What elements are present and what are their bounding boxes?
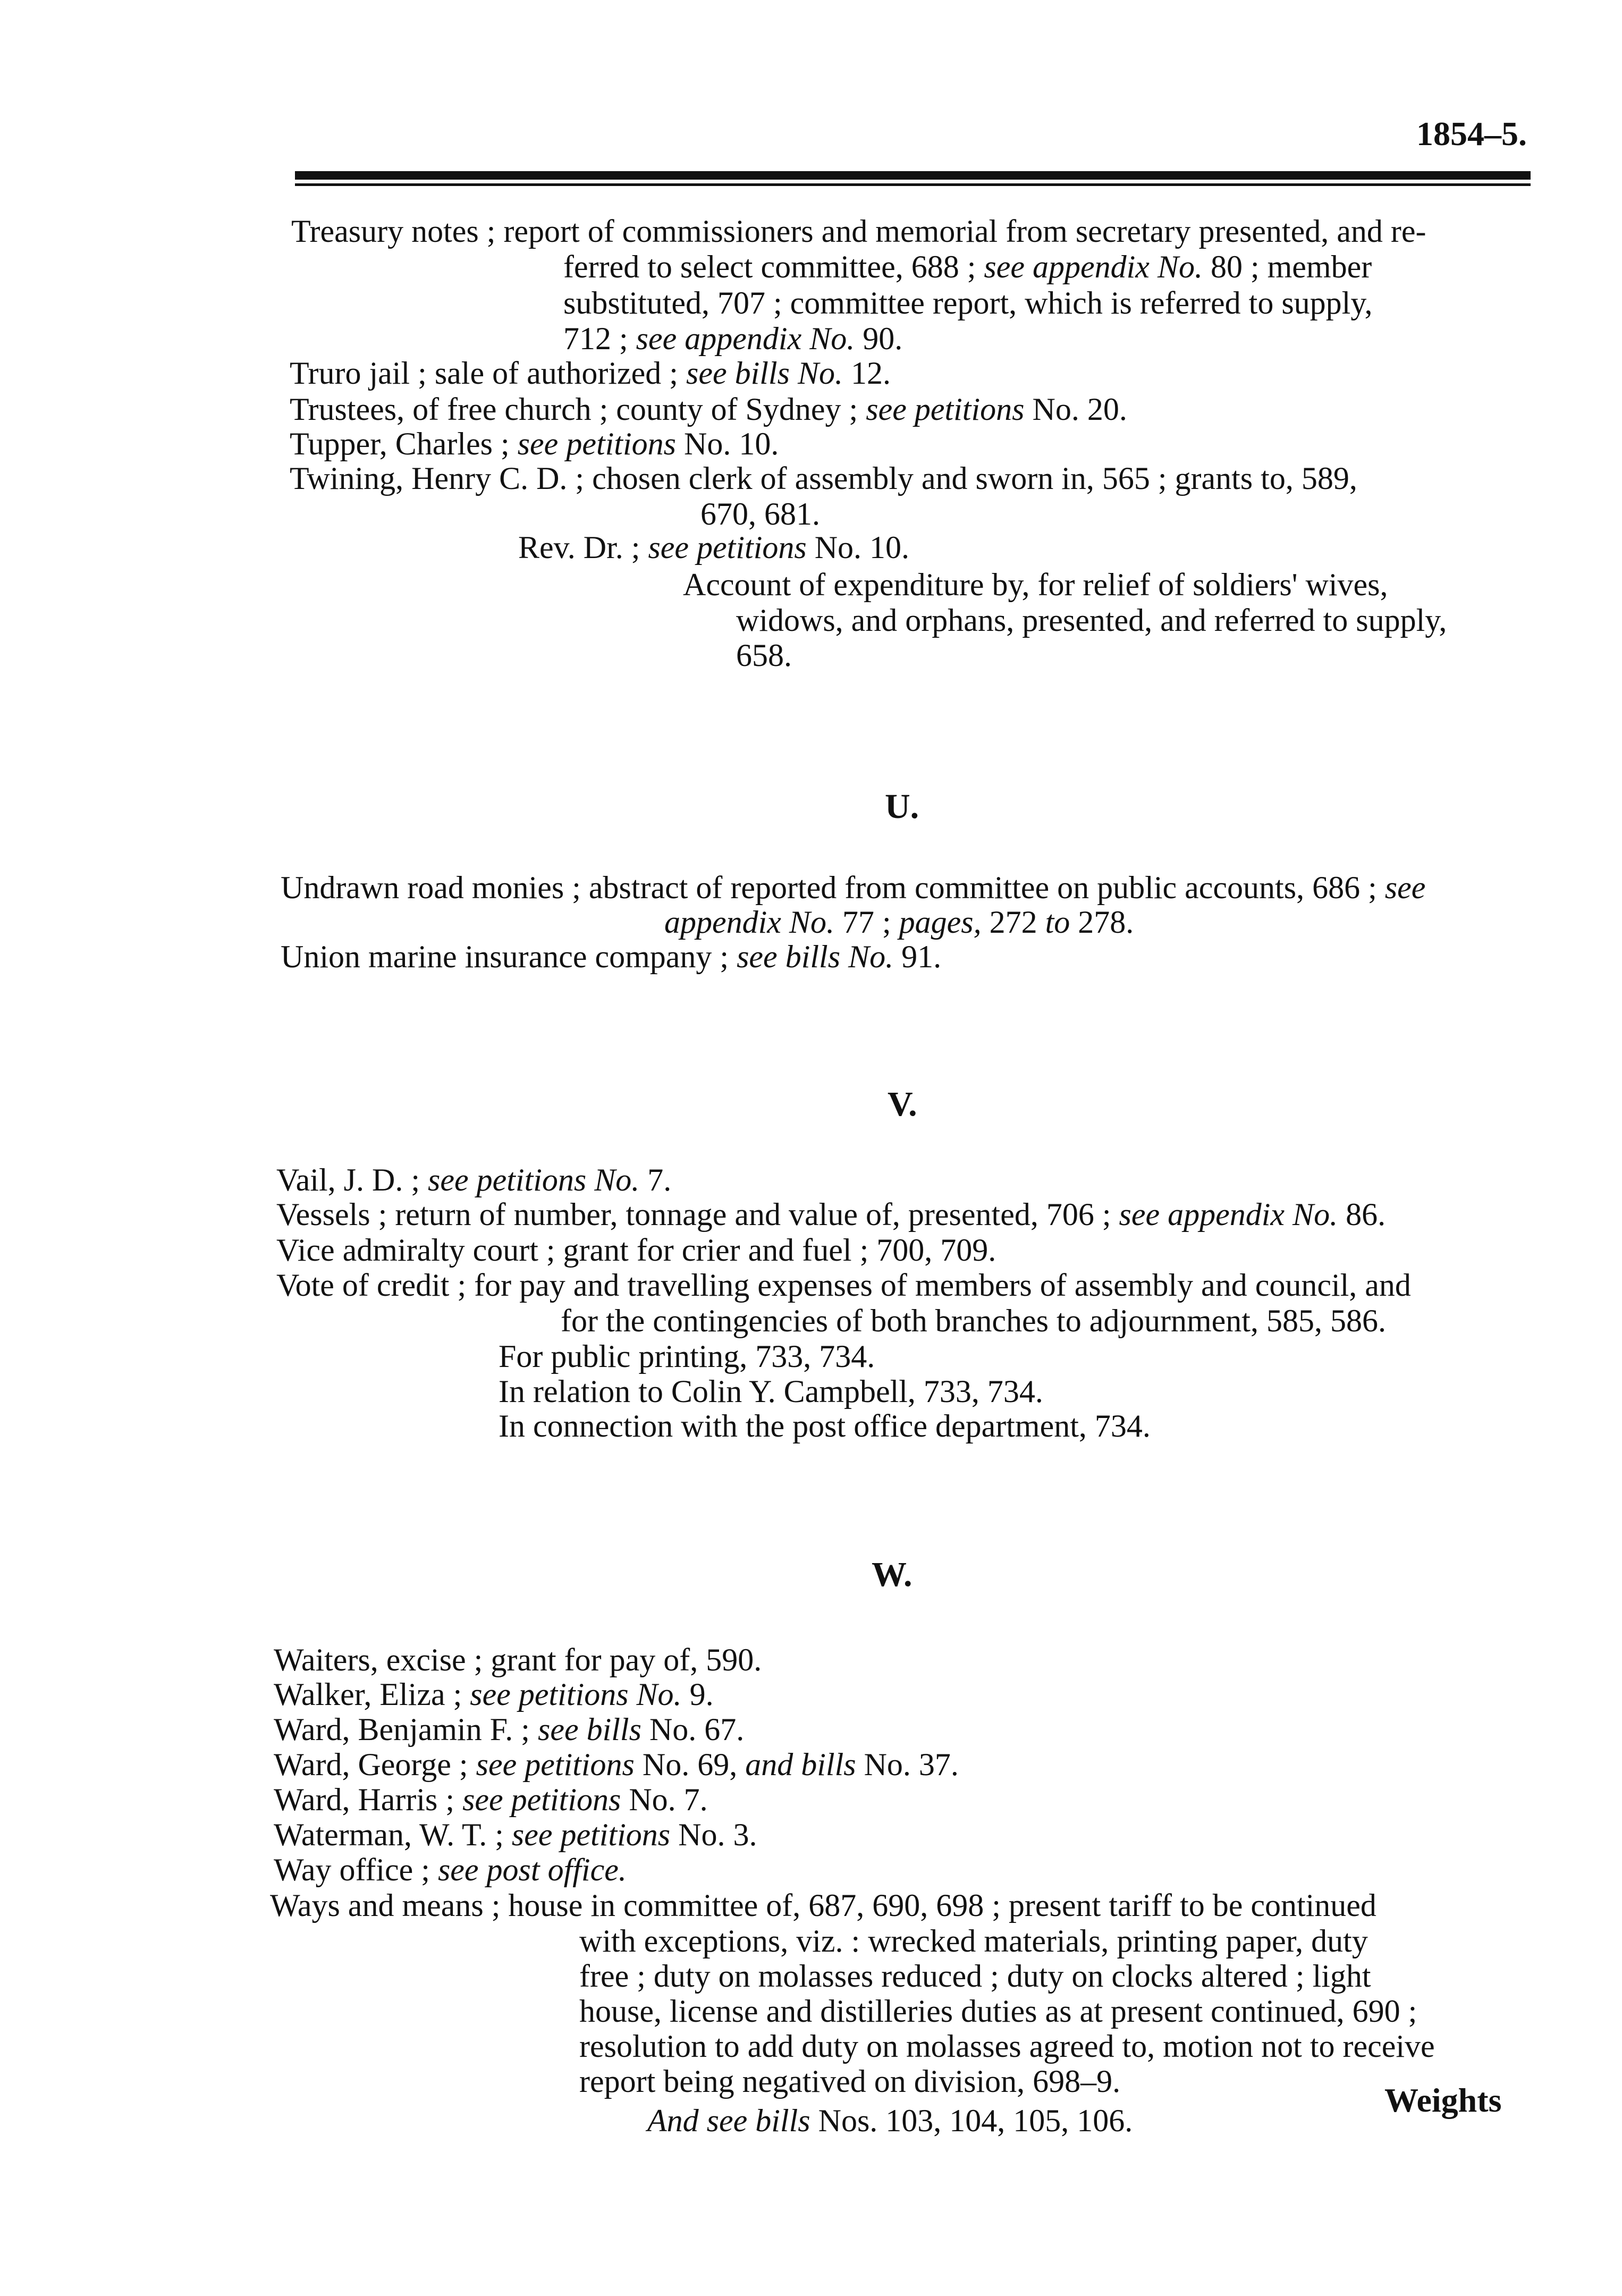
entry-walker: Walker, Eliza ; see petitions No. 9. xyxy=(274,1677,714,1712)
header-rule-thin xyxy=(295,183,1531,186)
header-rule-thick xyxy=(295,171,1531,180)
entry-vice-admiralty: Vice admiralty court ; grant for crier and fuel ; 700, 709. xyxy=(276,1233,996,1268)
entry-twining-account-line2: widows, and orphans, presented, and referred to supply, xyxy=(736,603,1447,638)
entry-ward-george: Ward, George ; see petitions No. 69, and bills No. 37. xyxy=(274,1747,959,1782)
entry-undrawn-road-monies-line2: appendix No. 77 ; pages, 272 to 278. xyxy=(664,905,1134,940)
entry-ward-benjamin: Ward, Benjamin F. ; see bills No. 67. xyxy=(274,1712,745,1747)
entry-ways-and-means-line5: resolution to add duty on molasses agreed to, motion not to receive xyxy=(579,2029,1435,2064)
entry-truro-jail: Truro jail ; sale of authorized ; see bills No. 12. xyxy=(290,356,891,391)
entry-trustees: Trustees, of free church ; county of Sydney ; see petitions No. 20. xyxy=(290,392,1127,427)
entry-ways-and-means-line4: house, license and distilleries duties as at present continued, 690 ; xyxy=(579,1994,1417,2029)
entry-way-office: Way office ; see post office. xyxy=(274,1852,627,1887)
entry-vote-of-credit-line2: for the contingencies of both branches to adjournment, 585, 586. xyxy=(561,1303,1386,1338)
entry-ways-and-means: Ways and means ; house in committee of, 687, 690, 698 ; present tariff to be continued xyxy=(270,1888,1376,1923)
entry-ways-and-means-see-bills: And see bills Nos. 103, 104, 105, 106. xyxy=(647,2103,1133,2138)
section-letter-u: U. xyxy=(885,787,919,826)
entry-vessels: Vessels ; return of number, tonnage and value of, presented, 706 ; see appendix No. 86. xyxy=(276,1197,1386,1232)
entry-twining-account-line3: 658. xyxy=(736,638,792,673)
entry-ways-and-means-line2: with exceptions, viz. : wrecked materials, printing paper, duty xyxy=(579,1923,1368,1959)
entry-treasury-notes-line4: 712 ; see appendix No. 90. xyxy=(563,321,903,356)
entry-treasury-notes-line3: substituted, 707 ; committee report, which is referred to supply, xyxy=(563,285,1373,320)
page-year: 1854–5. xyxy=(1416,115,1527,153)
entry-treasury-notes-line2: ferred to select committee, 688 ; see appendix No. 80 ; member xyxy=(563,249,1372,284)
entry-ways-and-means-line6: report being negatived on division, 698–9. xyxy=(579,2064,1121,2099)
entry-vote-post-office: In connection with the post office department, 734. xyxy=(499,1408,1151,1444)
entry-vote-public-printing: For public printing, 733, 734. xyxy=(499,1339,875,1374)
entry-undrawn-road-monies: Undrawn road monies ; abstract of reported from committee on public accounts, 686 ; see xyxy=(281,870,1426,905)
entry-vote-of-credit: Vote of credit ; for pay and travelling expenses of members of assembly and council, and xyxy=(276,1268,1411,1303)
entry-twining: Twining, Henry C. D. ; chosen clerk of assembly and sworn in, 565 ; grants to, 589, xyxy=(290,461,1357,496)
entry-union-marine: Union marine insurance company ; see bills No. 91. xyxy=(281,939,942,974)
entry-tupper: Tupper, Charles ; see petitions No. 10. xyxy=(290,426,779,461)
entry-waiters: Waiters, excise ; grant for pay of, 590. xyxy=(274,1642,762,1677)
entry-twining-account: Account of expenditure by, for relief of soldiers' wives, xyxy=(683,567,1388,602)
entry-twining-line2: 670, 681. xyxy=(700,496,820,531)
entry-ward-harris: Ward, Harris ; see petitions No. 7. xyxy=(274,1782,708,1817)
catchword: Weights xyxy=(1384,2081,1502,2119)
entry-waterman: Waterman, W. T. ; see petitions No. 3. xyxy=(274,1817,757,1852)
entry-twining-rev: Rev. Dr. ; see petitions No. 10. xyxy=(518,530,910,565)
entry-vote-campbell: In relation to Colin Y. Campbell, 733, 734. xyxy=(499,1374,1043,1409)
entry-vail: Vail, J. D. ; see petitions No. 7. xyxy=(276,1162,672,1197)
entry-treasury-notes: Treasury notes ; report of commissioners and memorial from secretary presented, and re- xyxy=(291,214,1426,249)
section-letter-w: W. xyxy=(872,1555,913,1594)
section-letter-v: V. xyxy=(888,1085,917,1124)
entry-ways-and-means-line3: free ; duty on molasses reduced ; duty on clocks altered ; light xyxy=(579,1959,1371,1994)
